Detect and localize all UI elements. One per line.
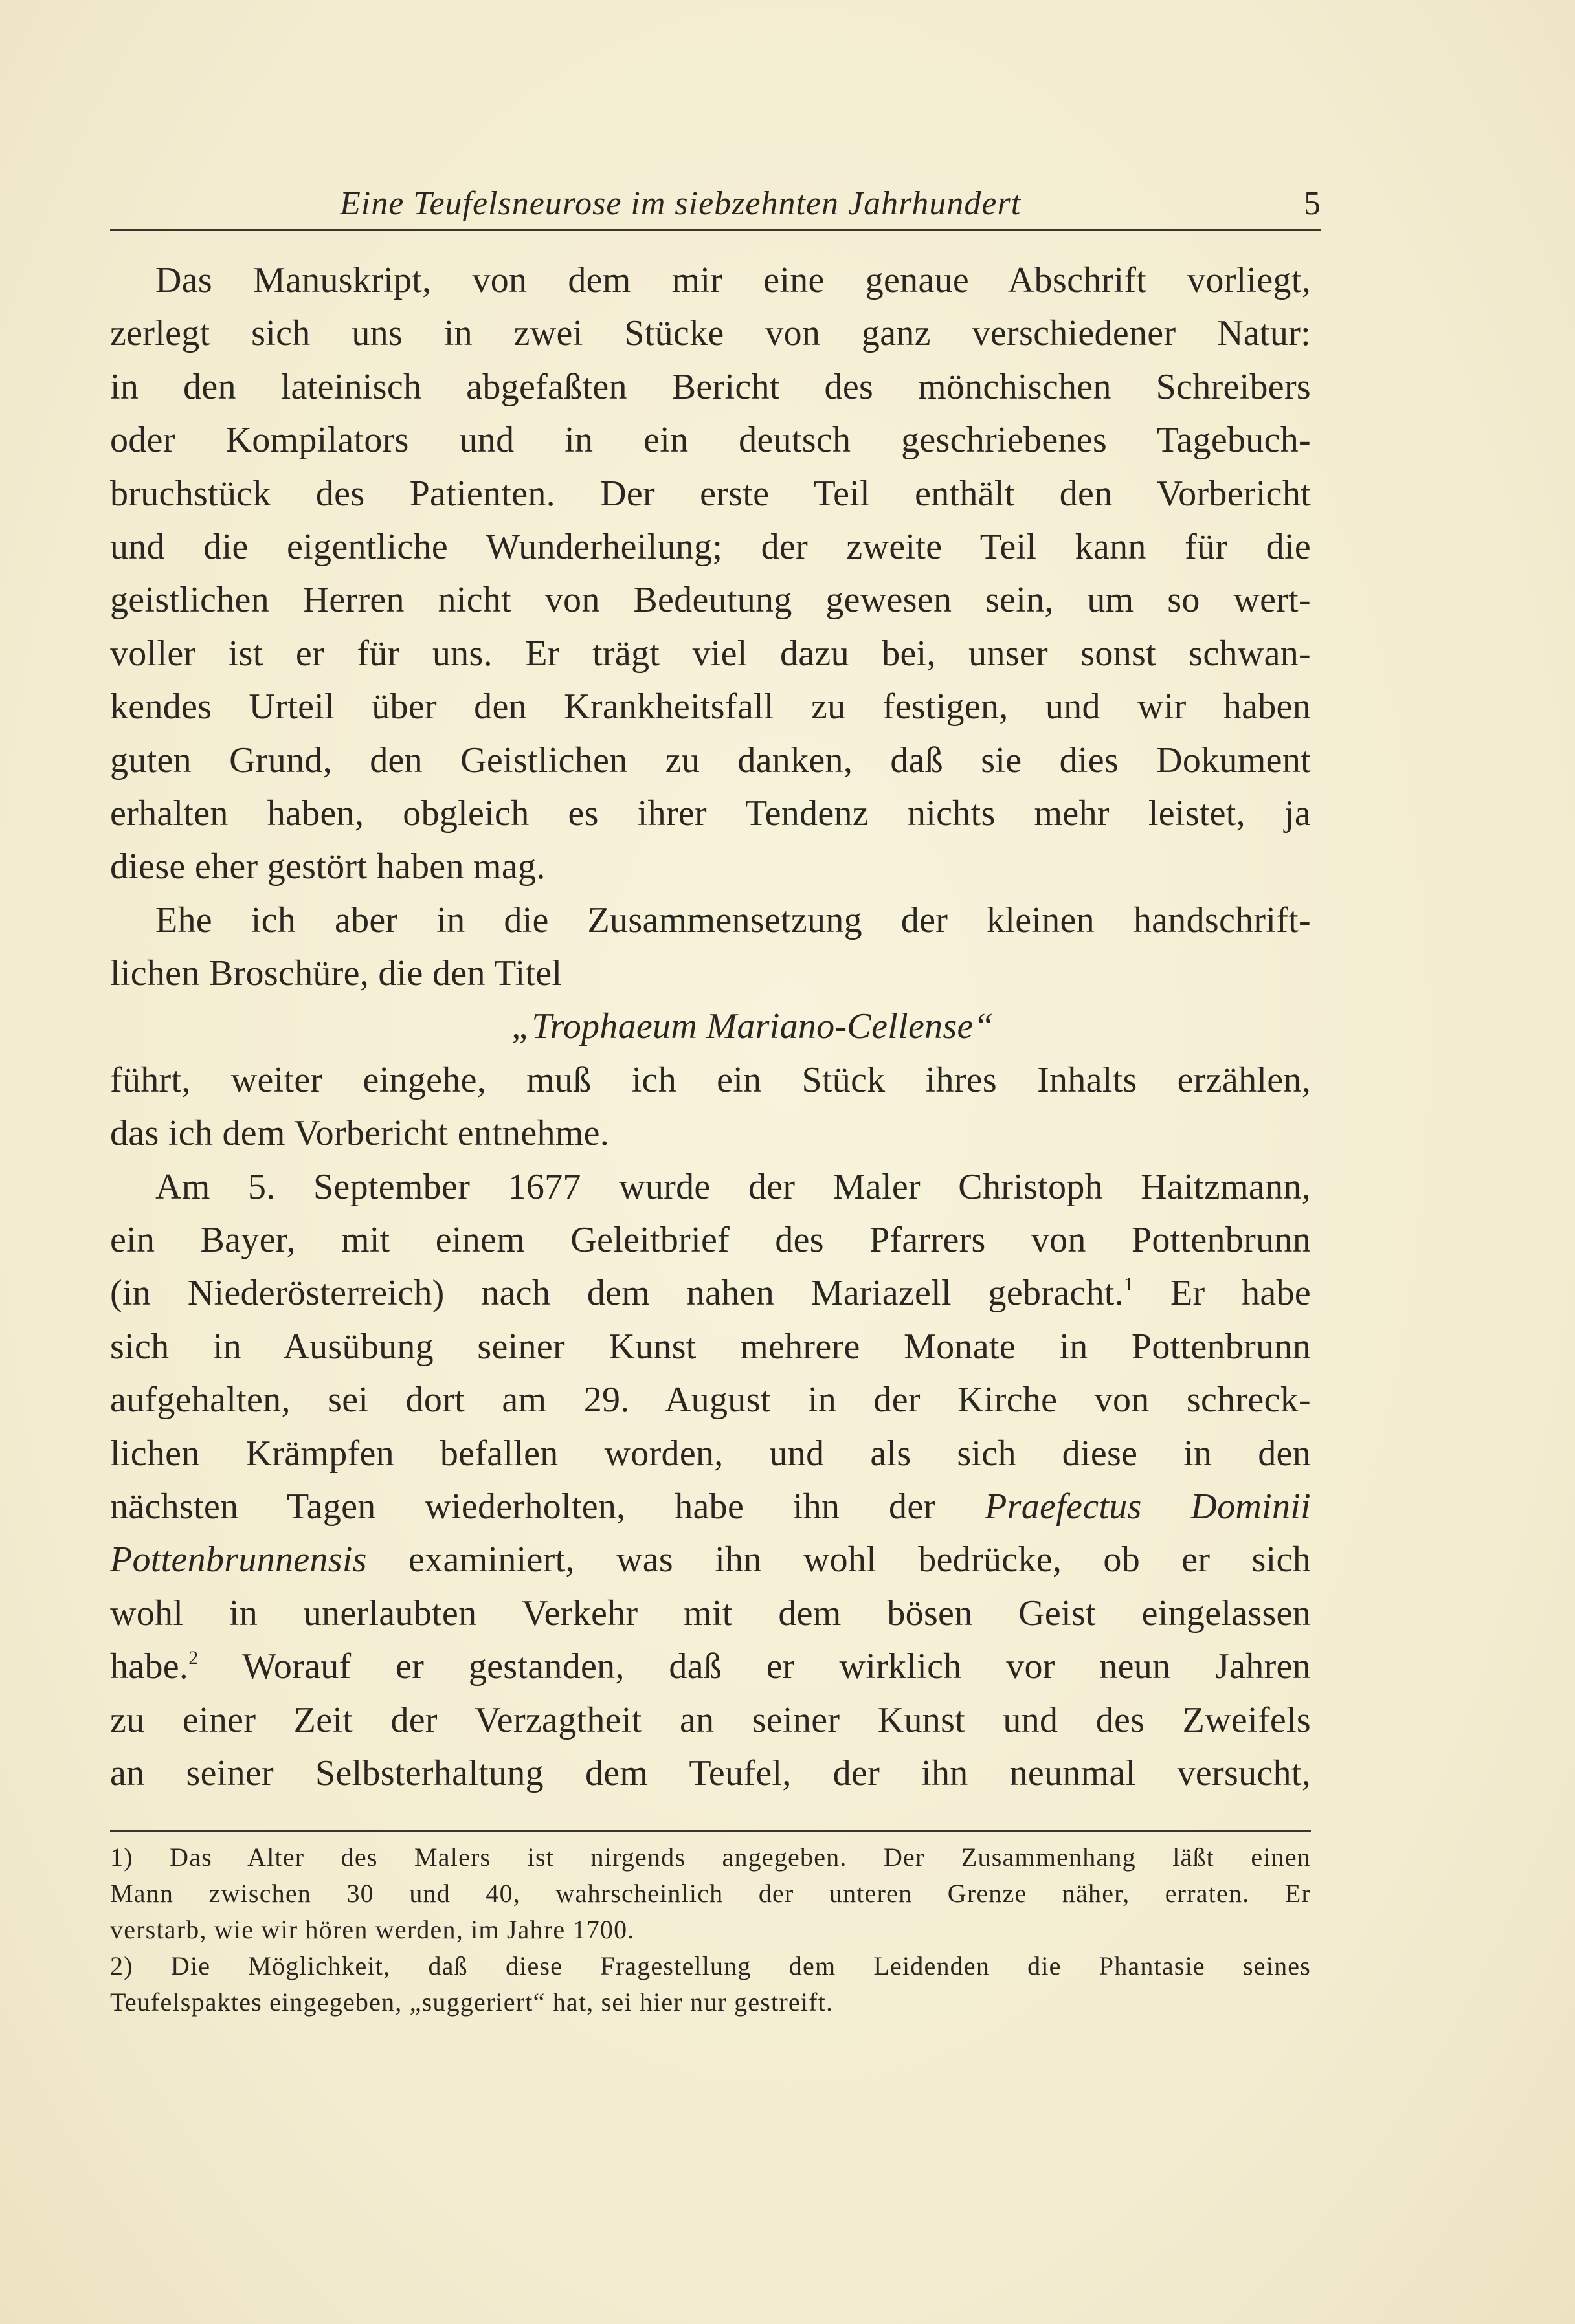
paragraph-3 [110,1054,1311,1160]
text-line: in den lateinisch abgefaßten Bericht des mönchischen Schreibers [110,366,1311,407]
text-line [110,1640,1311,1693]
footnote-2 [110,1948,1311,2020]
footnote-line: 1) Das Alter des Malers ist nirgends angegeben. Der Zusammenhang läßt einen [110,1843,1311,1872]
text-segment: Worauf er gestanden, daß er wirklich vor neun Jahren [198,1646,1311,1687]
text-line: oder Kompilators und in ein deutsch geschriebenes Tagebuch- [110,420,1311,461]
footnotes [110,1839,1311,2020]
text-segment: examiniert, was ihn wohl bedrücke, ob er sich [366,1540,1311,1580]
text-line: erhalten haben, obgleich es ihrer Tendenz nichts mehr leistet, ja [110,793,1311,834]
text-line: ein Bayer, mit einem Geleitbrief des Pfarrers von Pottenbrunn [110,1220,1311,1261]
text-line: sich in Ausübung seiner Kunst mehrere Monate in Pottenbrunn [110,1326,1311,1367]
running-header [110,183,1321,231]
text-line: lichen Krämpfen befallen worden, und als sich diese in den [110,1433,1311,1474]
text-segment: habe. [110,1646,189,1687]
manuscript-title: „Trophaeum Mariano-Cellense“ [511,1006,994,1047]
text-segment: nächsten Tagen wiederholten, habe ihn der [110,1486,985,1527]
footnote-ref-2[interactable]: 2 [188,1647,199,1669]
text-segment: (in Niederösterreich) nach dem nahen Mariazell gebracht. [110,1273,1124,1314]
text-line: voller ist er für uns. Er trägt viel dazu bei, unser sonst schwan- [110,633,1311,674]
text-line: aufgehalten, sei dort am 29. August in der Kirche von schreck- [110,1380,1311,1421]
text-line [110,1267,1311,1320]
text-line: wohl in unerlaubten Verkehr mit dem bösen Geist eingelassen [110,1593,1311,1633]
footnote-line: verstarb, wie wir hören werden, im Jahre 1700. [110,1915,635,1944]
text-line: an seiner Selbsterhaltung dem Teufel, der ihn neunmal versucht, [110,1753,1311,1793]
paragraph-1 [110,254,1311,894]
text-line: geistlichen Herren nicht von Bedeutung gewesen sein, um so wert- [110,580,1311,621]
paragraph-4 [110,1160,1311,1800]
text-line: lichen Broschüre, die den Titel [110,953,563,994]
text-line: und die eigentliche Wunderheilung; der zweite Teil kann für die [110,526,1311,567]
text-line: kendes Urteil über den Krankheitsfall zu festigen, und wir haben [110,687,1311,727]
footnote-divider [110,1830,1311,1832]
text-segment: Er habe [1134,1273,1312,1314]
text-line [110,1533,1311,1586]
text-line: bruchstück des Patienten. Der erste Teil enthält den Vorbericht [110,473,1311,514]
text-line: Ehe ich aber in die Zusammensetzung der kleinen handschrift- [155,900,1311,940]
footnote-line: Mann zwischen 30 und 40, wahrscheinlich der unteren Grenze näher, erraten. Er [110,1879,1311,1908]
text-line [110,1480,1311,1533]
italic-term: Pottenbrunnensis [110,1540,367,1580]
footnote-line: 2) Die Möglichkeit, daß diese Fragestellung dem Leidenden die Phantasie seines [110,1951,1311,1980]
text-line: das ich dem Vorbericht entnehme. [110,1113,610,1154]
italic-term: Praefectus Dominii [985,1486,1311,1527]
main-text [110,254,1311,1800]
text-line: Am 5. September 1677 wurde der Maler Christoph Haitzmann, [155,1166,1311,1207]
text-line: Das Manuskript, von dem mir eine genaue Abschrift vorliegt, [155,260,1311,300]
footnote-line: Teufelspaktes eingegeben, „suggeriert“ hat, sei hier nur gestreift. [110,1987,834,2017]
text-line: zerlegt sich uns in zwei Stücke von ganz verschiedener Natur: [110,313,1311,354]
footnote-ref-1[interactable]: 1 [1124,1274,1134,1296]
text-line: zu einer Zeit der Verzagtheit an seiner Kunst und des Zweifels [110,1699,1311,1740]
text-line: diese eher gestört haben mag. [110,847,546,887]
page-number: 5 [1304,185,1321,222]
paragraph-2 [110,894,1311,1001]
text-line: guten Grund, den Geistlichen zu danken, daß sie dies Dokument [110,740,1311,780]
footnote-1 [110,1839,1311,1948]
text-line: führt, weiter eingehe, muß ich ein Stück ihres Inhalts erzählen, [110,1059,1311,1100]
header-title: Eine Teufelsneurose im siebzehnten Jahrhundert [340,185,1022,222]
